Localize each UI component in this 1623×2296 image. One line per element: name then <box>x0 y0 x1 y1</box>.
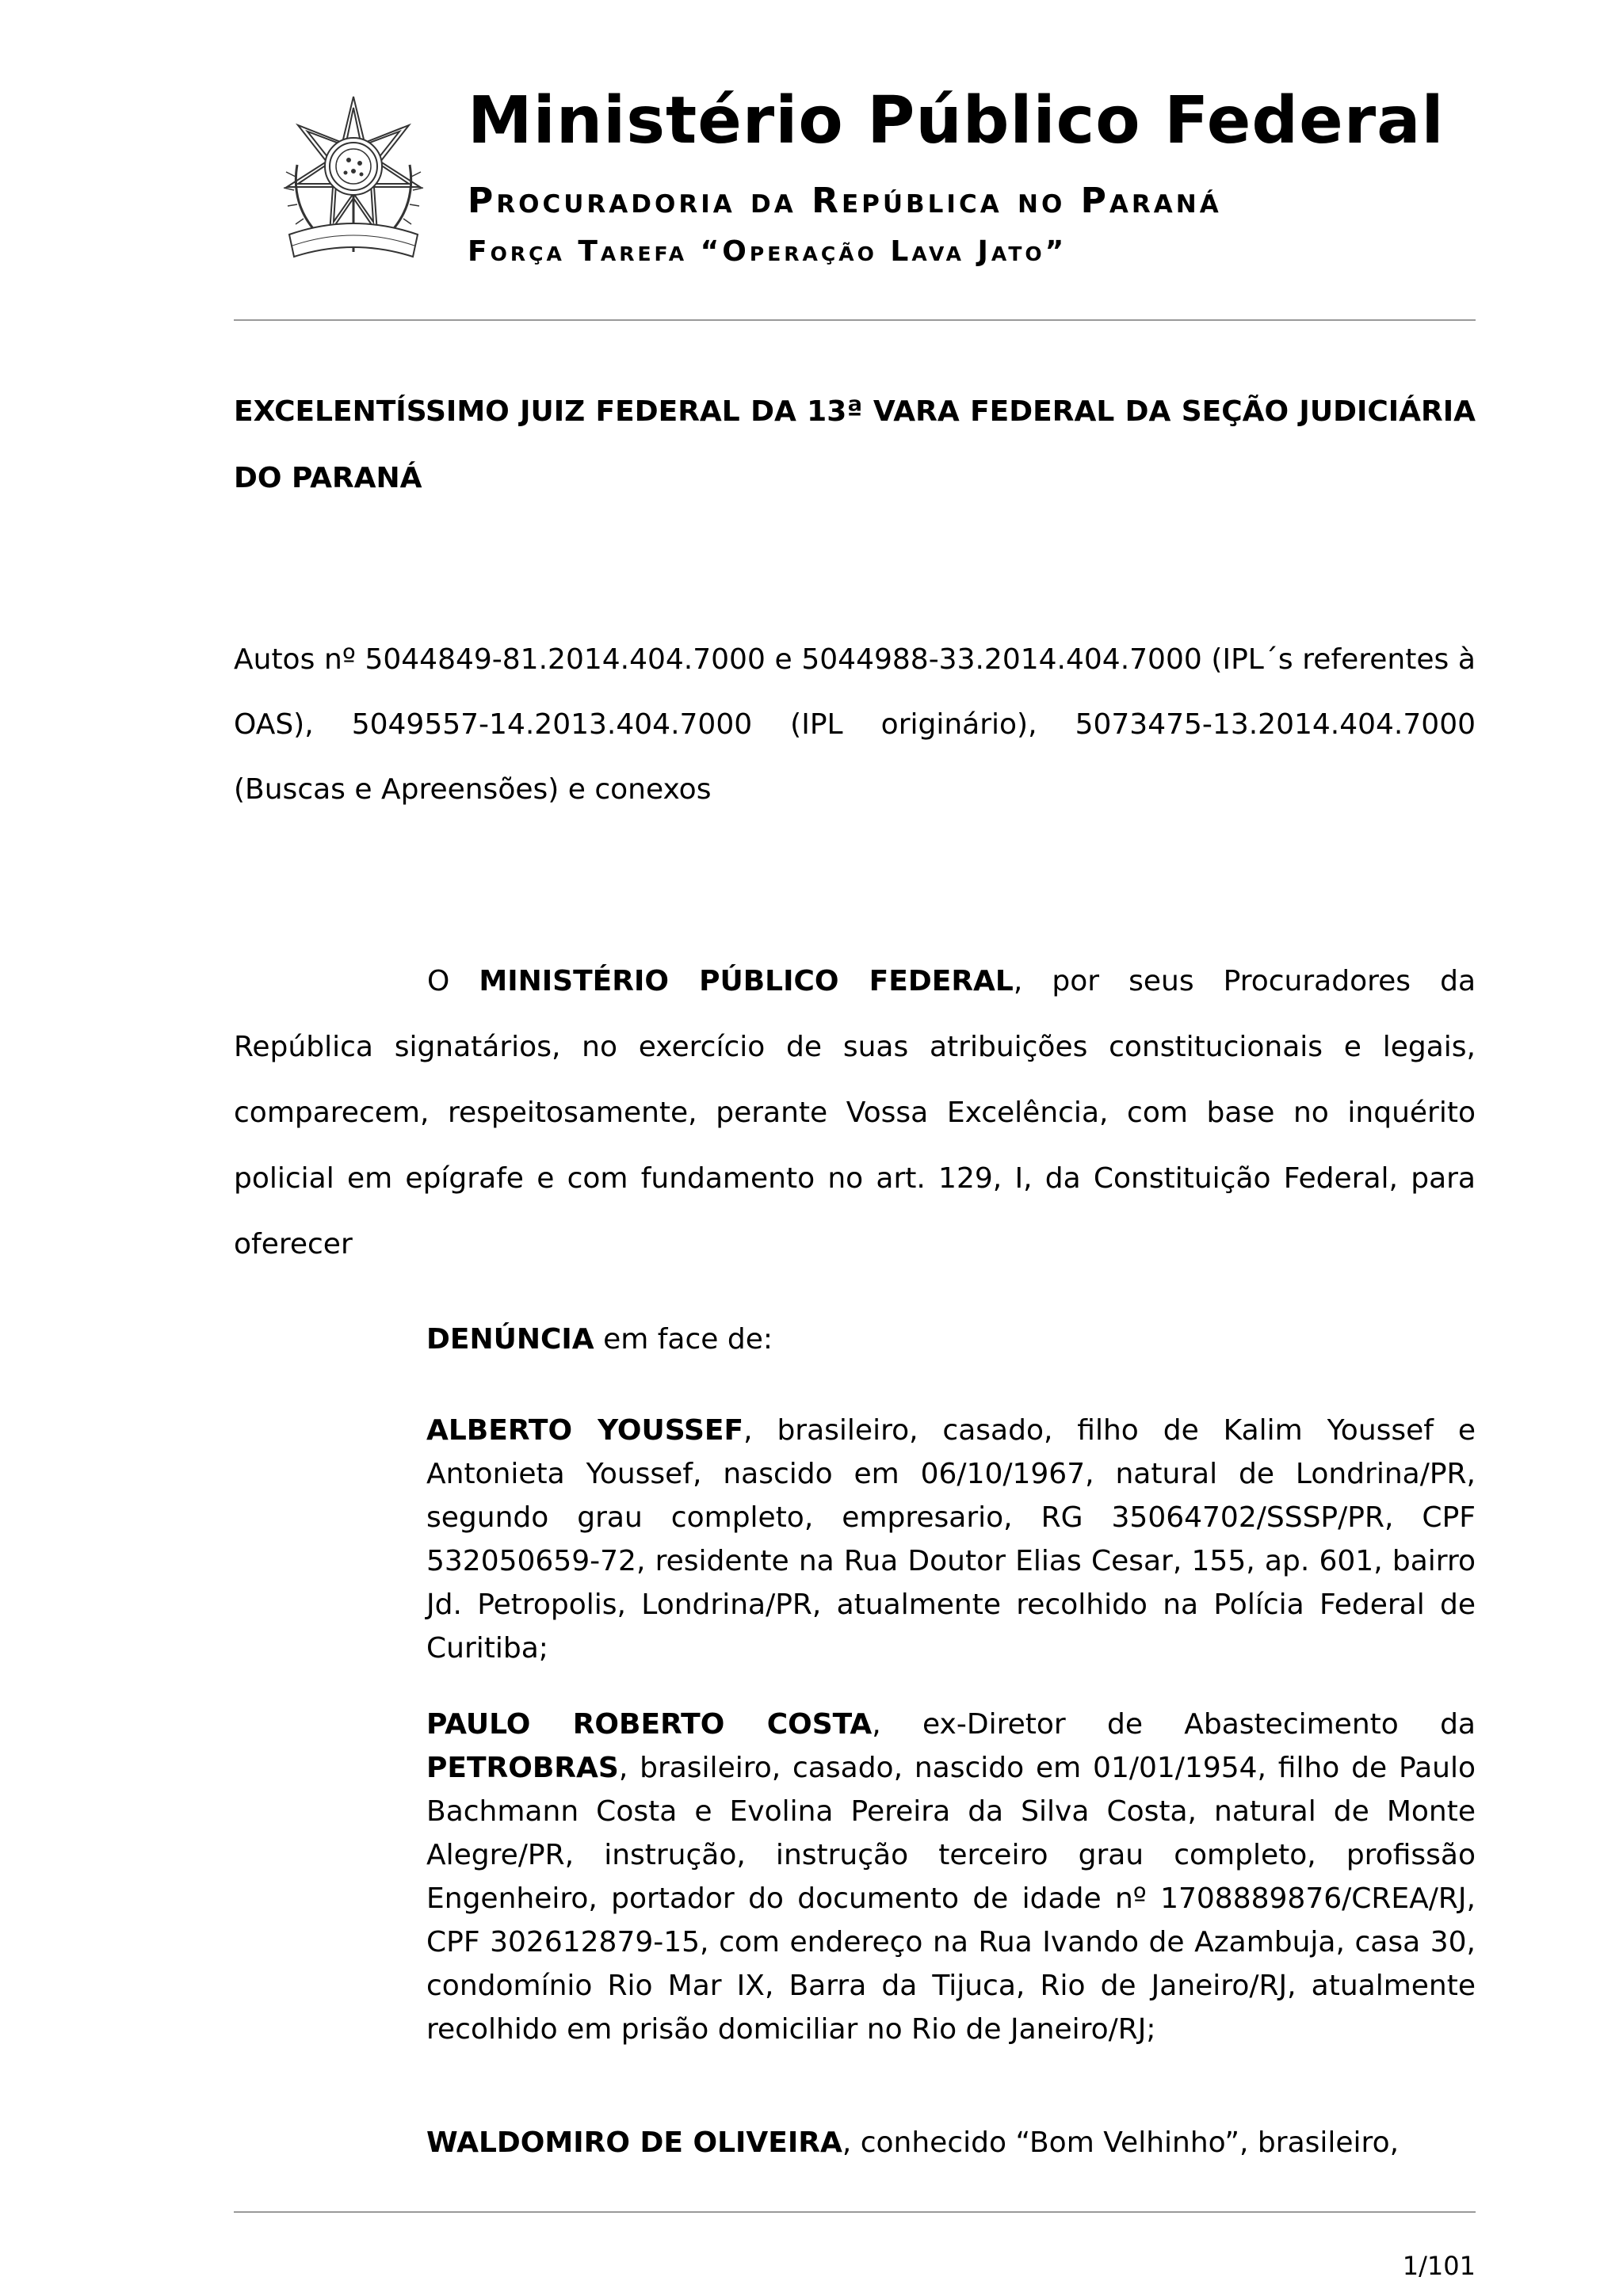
denuncia-rest: em face de: <box>594 1323 773 1356</box>
defendant-name: WALDOMIRO DE OLIVEIRA <box>426 2126 842 2159</box>
defendant-paragraph <box>426 1409 1476 1670</box>
intro-paragraph <box>234 948 1476 1277</box>
defendant-name: ALBERTO YOUSSEF <box>426 1414 744 1447</box>
denuncia-heading <box>426 1318 1476 1361</box>
defendant-details: , brasileiro, casado, filho de Kalim Youssef e Antonieta Youssef, nascido em 06/10/1967, natural de Londrina/PR, segundo grau completo, empresario, RG 35064702/SSSP/PR, CPF 532050659-72, residente na Rua Doutor Elias Cesar, 155, ap. 601, bairro Jd. Petropolis, Londrina/PR, atualmente recolhido na Polícia Federal de Curitiba; <box>426 1414 1476 1665</box>
defendant-details: , brasileiro, casado, nascido em 01/01/1954, filho de Paulo Bachmann Costa e Evolina Pereira da Silva Costa, natural de Monte Alegre/PR, instrução, instrução terceiro grau completo, profissão Engenheiro, portador do documento de idade nº 1708889876/CREA/RJ, CPF 302612879-15, com endereço na Rua Ivando de Azambuja, casa 30, condomínio Rio Mar IX, Barra da Tijuca, Rio de Janeiro/RJ, atualmente recolhido em prisão domiciliar no Rio de Janeiro/RJ; <box>426 1752 1476 2046</box>
addressee-heading: EXCELENTÍSSIMO JUIZ FEDERAL DA 13ª VARA FEDERAL DA SEÇÃO JUDICIÁRIA DO PARANÁ <box>234 395 1476 494</box>
page-number: 1/101 <box>1402 2251 1476 2281</box>
intro-lead: O <box>427 965 479 997</box>
header-divider <box>234 319 1476 321</box>
footer-divider <box>234 2211 1476 2213</box>
defendant-name: PAULO ROBERTO COSTA <box>426 1708 873 1741</box>
header-subtitle-procuradoria: Procuradoria da República no Paraná <box>468 181 1222 221</box>
intro-text: , por seus Procuradores da República signatários, no exercício de suas atribuições constitucionais e legais, comparecem, respeitosamente, perante Vossa Excelência, com base no inquérito policial em epígrafe e com fundamento no art. 129, I, da Constituição Federal, para oferecer <box>234 965 1476 1261</box>
defendant-paragraph <box>426 2121 1476 2164</box>
brasao-republica-icon <box>265 93 441 269</box>
case-numbers-paragraph: Autos nº 5044849-81.2014.404.7000 e 5044988-33.2014.404.7000 (IPL´s referentes à OAS), 5049557-14.2013.404.7000 (IPL originário), 5073475-13.2014.404.7000 (Buscas e Apreensões) e conexos <box>234 643 1476 806</box>
intro-org-name: MINISTÉRIO PÚBLICO FEDERAL <box>479 965 1014 997</box>
denuncia-label: DENÚNCIA <box>426 1323 594 1356</box>
header-title: Ministério Público Federal <box>468 83 1445 158</box>
defendant-details: , ex-Diretor de Abastecimento da <box>872 1708 1476 1741</box>
header-subtitle-forca-tarefa: Força Tarefa “Operação Lava Jato” <box>468 235 1067 268</box>
defendant-details: , conhecido “Bom Velhinho”, brasileiro, <box>842 2126 1400 2159</box>
defendant-paragraph <box>426 1703 1476 2051</box>
company-name: PETROBRAS <box>426 1752 619 1784</box>
